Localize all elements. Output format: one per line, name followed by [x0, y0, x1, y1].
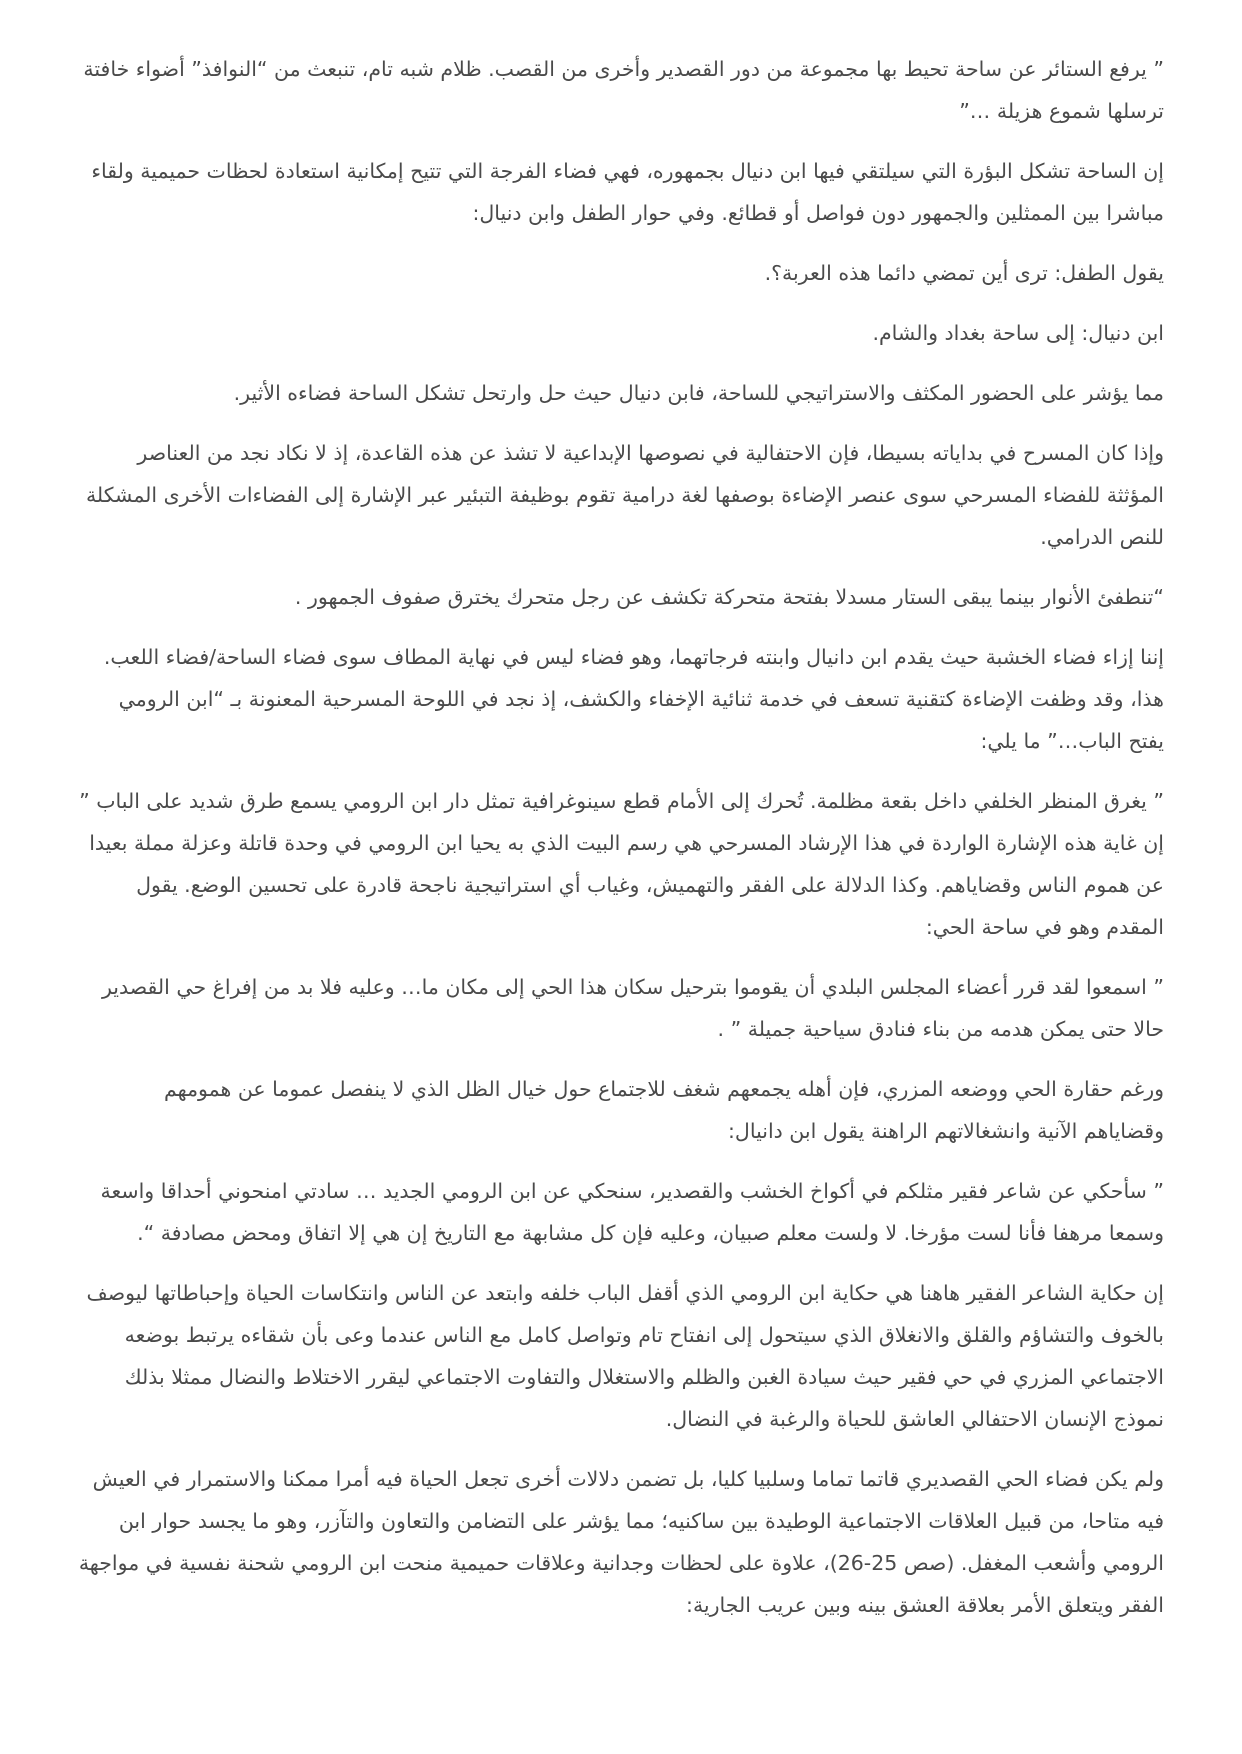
- paragraph-quote-lights-out: “تنطفئ الأنوار بينما يبقى الستار مسدلا بفتحة متحركة تكشف عن رجل متحرك يخترق صفوف الجمهور .: [294, 585, 1164, 609]
- paragraph-square-presence: مما يؤشر على الحضور المكثف والاستراتيجي للساحة، فابن دنيال حيث حل وارتحل تشكل الساحة فضاءه الأثير.: [233, 381, 1164, 405]
- document-body: [78, 48, 1164, 1644]
- paragraph-dark-background: ” يغرق المنظر الخلفي داخل بقعة مظلمة. تُحرك إلى الأمام قطع سينوغرافية تمثل دار ابن الرومي يسمع طرق شديد على الباب ” إن غاية هذه الإشارة الواردة في هذا الإرشاد المسرحي هي رسم البيت الذي به يحيا ابن الرومي في وحدة قاتلة وعزلة مملة بعيدا عن هموم الناس وقضاياهم. وكذا الدلالة على الفقر والتهميش، وغياب أي استراتيجية ناجحة قادرة على تحسين الوضع. يقول المقدم وهو في ساحة الحي:: [79, 789, 1164, 939]
- paragraph-lighting-element: وإذا كان المسرح في بداياته بسيطا، فإن الاحتفالية في نصوصها الإبداعية لا تشذ عن هذه القاعدة، إذ لا نكاد نجد من العناصر المؤثثة للفضاء المسرحي سوى عنصر الإضاءة بوصفها لغة درامية تقوم بوظيفة التبئير عبر الإشارة إلى الفضاءات الأخرى المشكلة للنص الدرامي.: [85, 441, 1164, 549]
- paragraph-square-focus: إن الساحة تشكل البؤرة التي سيلتقي فيها ابن دنيال بجمهوره، فهي فضاء الفرجة التي تتيح إمكانية استعادة لحظات حميمية ولقاء مباشرا بين الممثلين والجمهور دون فواصل أو قطائع. وفي حوار الطفل وابن دنيال:: [91, 159, 1164, 225]
- paragraph-child-question: يقول الطفل: ترى أين تمضي دائما هذه العربة؟.: [764, 261, 1164, 285]
- paragraph-quote-curtain: ” يرفع الستائر عن ساحة تحيط بها مجموعة من دور القصدير وأخرى من القصب. ظلام شبه تام، تنبعث من “النوافذ” أضواء خافتة ترسلها شموع هزيلة …”: [83, 57, 1164, 123]
- paragraph-poet-story: إن حكاية الشاعر الفقير هاهنا هي حكاية ابن الرومي الذي أقفل الباب خلفه وابتعد عن الناس وانتكاسات الحياة وإحباطاتها ليوصف بالخوف والتشاؤم والقلق والانغلاق الذي سيتحول إلى انفتاح تام وتواصل كامل مع الناس عندما وعى بأن شقاءه يرتبط بوضعه الاجتماعي المزري في حي فقير حيث سيادة الغبن والظلم والاستغلال والتفاوت الاجتماعي ليقرر الاختلاط والنضال ممثلا بذلك نموذج الإنسان الاحتفالي العاشق للحياة والرغبة في النضال.: [86, 1281, 1164, 1431]
- paragraph-quote-council: ” اسمعوا لقد قرر أعضاء المجلس البلدي أن يقوموا بترحيل سكان هذا الحي إلى مكان ما… وعليه فلا بد من إفراغ حي القصدير حالا حتى يمكن هدمه من بناء فنادق سياحية جميلة ” .: [101, 975, 1164, 1041]
- paragraph-stage-space: إننا إزاء فضاء الخشبة حيث يقدم ابن دانيال وابنته فرجاتهما، وهو فضاء ليس في نهاية المطاف سوى فضاء الساحة/فضاء اللعب. هذا، وقد وظفت الإضاءة كتقنية تسعف في خدمة ثنائية الإخفاء والكشف، إذ نجد في اللوحة المسرحية المعنونة بـ “ابن الرومي يفتح الباب…” ما يلي:: [103, 645, 1164, 753]
- paragraph-ibn-daniyal-answer: ابن دنيال: إلى ساحة بغداد والشام.: [872, 321, 1164, 345]
- paragraph-quote-poor-poet: ” سأحكي عن شاعر فقير مثلكم في أكواخ الخشب والقصدير، سنحكي عن ابن الرومي الجديد … سادتي امنحوني أحداقا واسعة وسمعا مرهفا فأنا لست مؤرخا. لا ولست معلم صبيان، وعليه فإن كل مشابهة مع التاريخ إن هي إلا اتفاق ومحض مصادفة “.: [100, 1179, 1164, 1245]
- paragraph-tin-neighborhood: ولم يكن فضاء الحي القصديري قاتما تماما وسلبيا كليا، بل تضمن دلالات أخرى تجعل الحياة فيه أمرا ممكنا والاستمرار في العيش فيه متاحا، من قبيل العلاقات الاجتماعية الوطيدة بين ساكنيه؛ مما يؤشر على التضامن والتعاون والتآزر، وهو ما يجسد حوار ابن الرومي وأشعب المغفل. (صص 25-26)، علاوة على لحظات وجدانية وعلاقات حميمية منحت ابن الرومي شحنة نفسية في مواجهة الفقر ويتعلق الأمر بعلاقة العشق بينه وبين عريب الجارية:: [78, 1467, 1164, 1617]
- paragraph-shadow-play: ورغم حقارة الحي ووضعه المزري، فإن أهله يجمعهم شغف للاجتماع حول خيال الظل الذي لا ينفصل عموما عن همومهم وقضاياهم الآنية وانشغالاتهم الراهنة يقول ابن دانيال:: [163, 1077, 1164, 1143]
